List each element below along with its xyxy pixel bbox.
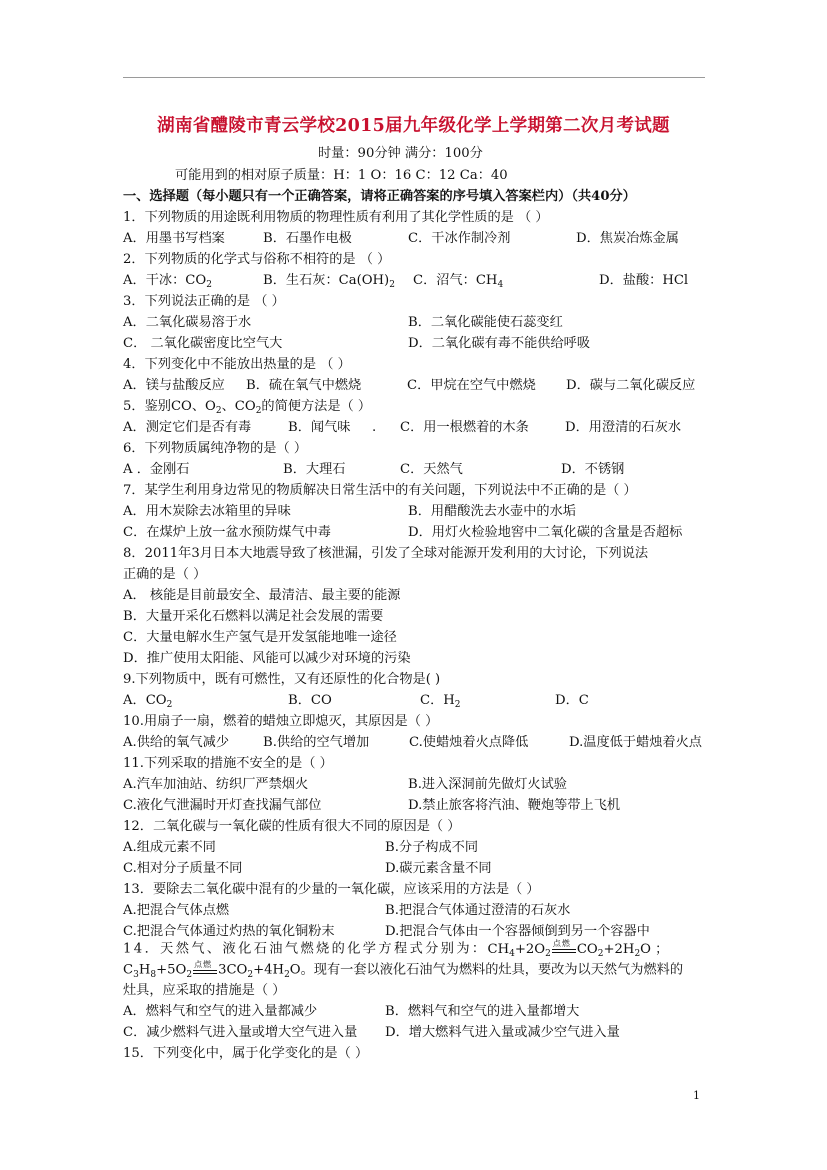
option-c: C．大量电解水生产氢气是开发氢能地唯一途径	[123, 630, 397, 645]
option-d: D．增大燃料气进入量或减少空气进入量	[385, 1025, 620, 1040]
option-a: A．干冰：$CO_2$	[123, 273, 212, 290]
option-d: D．推广使用太阳能、风能可以减少对环境的污染	[123, 651, 411, 666]
option-d: D.把混合气体由一个容器倾倒到另一个容器中	[385, 924, 650, 939]
reaction-condition: 点燃	[551, 941, 577, 957]
exam-time-score: 时量：90分钟 满分：100分	[318, 146, 483, 161]
option-b: B.供给的空气增加	[263, 735, 370, 750]
question-4-stem: 4．下列变化中不能放出热量的是 （ ）	[123, 357, 351, 372]
option-b: B．硫在氧气中燃烧	[246, 378, 362, 393]
option-a: A．二氧化碳易溶于水	[123, 315, 252, 330]
option-c: C．在煤炉上放一盆水预防煤气中毒	[123, 525, 331, 540]
option-a: A．镁与盐酸反应	[123, 378, 225, 393]
option-c: C．用一根燃着的木条	[400, 420, 529, 435]
question-15-stem: 15．下列变化中，属于化学变化的是（ ）	[123, 1046, 369, 1061]
option-d: D.温度低于蜡烛着火点	[569, 735, 702, 750]
option-c: C．$H_2$	[420, 693, 461, 710]
option-c: C．干冰作制冷剂	[408, 231, 511, 246]
question-14-stem: 14．天然气、液化石油气燃烧的化学方程式分别为：$CH_4+2O_2$ 点燃 $CO_2+2H_2O$ ；	[123, 939, 669, 959]
option-a: A.组成元素不同	[123, 840, 216, 855]
option-a: A ．金刚石	[123, 462, 190, 477]
option-b: B．大理石	[283, 462, 346, 477]
option-a: A．用墨书写档案	[123, 231, 225, 246]
question-9-stem: 9.下列物质中，既有可燃性，又有还原性的化合物是( )	[123, 672, 441, 687]
question-8-stem: 8．2011年3月日本大地震导致了核泄漏，引发了全球对能源开发利用的大讨论，下列说法	[123, 546, 649, 561]
option-d: D．二氧化碳有毒不能供给呼吸	[408, 336, 591, 351]
option-a: A．$CO_2$	[123, 693, 173, 710]
option-c: C．减少燃料气进入量或增大空气进入量	[123, 1025, 358, 1040]
option-b: B．CO	[288, 693, 332, 708]
option-c: C.相对分子质量不同	[123, 861, 243, 876]
option-b: B.分子构成不同	[385, 840, 479, 855]
stray-dot: .	[372, 420, 377, 435]
question-7-stem: 7．某学生利用身边常见的物质解决日常生活中的有关问题，下列说法中不正确的是（ ）	[123, 483, 637, 498]
page-number: 1	[693, 1089, 700, 1102]
header-rule	[123, 77, 705, 78]
option-d: D．C	[555, 693, 589, 708]
question-2-stem: 2．下列物质的化学式与俗称不相符的是 （ ）	[123, 252, 391, 267]
option-d: D．盐酸：HCl	[599, 273, 689, 288]
option-c: C.液化气泄漏时开灯查找漏气部位	[123, 798, 322, 813]
option-c: C．天然气	[400, 462, 463, 477]
section-heading: 一、选择题（每小题只有一个正确答案，请将正确答案的序号填入答案栏内）（共40分）	[123, 189, 636, 204]
option-a: A．用木炭除去冰箱里的异味	[123, 504, 291, 519]
option-d: D．焦炭冶炼金属	[576, 231, 679, 246]
question-14-equation-2: $C_3H_8+5O_2$ 点燃 $3CO_2+4H_2O$。现有一套以液化石油气为燃料的灶具，要改为以天然气为燃料的	[123, 960, 684, 980]
question-8-stem-cont: 正确的是（ ）	[123, 567, 207, 582]
option-b: B．用醋酸洗去水壶中的水垢	[408, 504, 576, 519]
option-d: D．不锈钢	[561, 462, 625, 477]
option-a: A． 核能是目前最安全、最清洁、最主要的能源	[123, 588, 401, 603]
reaction-condition: 点燃	[192, 962, 218, 978]
option-b: B．石墨作电极	[263, 231, 352, 246]
option-d: D．碳与二氧化碳反应	[566, 378, 696, 393]
option-b: B．大量开采化石燃料以满足社会发展的需要	[123, 609, 384, 624]
question-11-stem: 11.下列采取的措施不安全的是（ ）	[123, 756, 333, 771]
option-b: B.进入深洞前先做灯火试验	[408, 777, 567, 792]
option-a: A．燃料气和空气的进入量都减少	[123, 1004, 318, 1019]
question-5-stem: 5．鉴别CO、$O_2$、$CO_2$的简便方法是（ ）	[123, 399, 372, 416]
atomic-masses: 可能用到的相对原子质量：H：1 O：16 C：12 Ca：40	[175, 168, 508, 183]
option-d: D.碳元素含量不同	[385, 861, 492, 876]
option-a: A.汽车加油站、纺织厂严禁烟火	[123, 777, 309, 792]
option-b: B．燃料气和空气的进入量都增大	[385, 1004, 580, 1019]
question-14-stem-cont: 灶具，应采取的措施是（ ）	[123, 983, 286, 998]
option-c: C.使蜡烛着火点降低	[409, 735, 529, 750]
option-d: D．用澄清的石灰水	[565, 420, 682, 435]
option-b: B．生石灰：$Ca(OH)_2$	[263, 273, 395, 290]
option-a: A．测定它们是否有毒	[123, 420, 252, 435]
option-b: B.把混合气体通过澄清的石灰水	[385, 903, 571, 918]
question-13-stem: 13．要除去二氧化碳中混有的少量的一氧化碳，应该采用的方法是（ ）	[123, 882, 540, 897]
page-title: 湖南省醴陵市青云学校2015届九年级化学上学期第二次月考试题	[157, 116, 670, 136]
option-a: A.把混合气体点燃	[123, 903, 230, 918]
question-3-stem: 3．下列说法正确的是 （ ）	[123, 294, 285, 309]
option-a: A.供给的氧气减少	[123, 735, 230, 750]
option-b: B．二氧化碳能使石蕊变红	[408, 315, 563, 330]
option-d: D.禁止旅客将汽油、鞭炮等带上飞机	[408, 798, 621, 813]
option-d: D．用灯火检验地窖中二氧化碳的含量是否超标	[408, 525, 683, 540]
option-c: C． 二氧化碳密度比空气大	[123, 336, 283, 351]
question-1-stem: 1．下列物质的用途既利用物质的物理性质有利用了其化学性质的是 （ ）	[123, 210, 549, 225]
option-c: C.把混合气体通过灼热的氧化铜粉末	[123, 924, 335, 939]
question-12-stem: 12．二氧化碳与一氧化碳的性质有很大不同的原因是（ ）	[123, 819, 461, 834]
question-10-stem: 10.用扇子一扇，燃着的蜡烛立即熄灭，其原因是（ ）	[123, 714, 439, 729]
option-c: C．甲烷在空气中燃烧	[407, 378, 536, 393]
question-6-stem: 6．下列物质属纯净物的是（ ）	[123, 441, 308, 456]
option-b: B．闻气味	[288, 420, 351, 435]
option-c: C．沼气：$CH_4$	[413, 273, 504, 290]
